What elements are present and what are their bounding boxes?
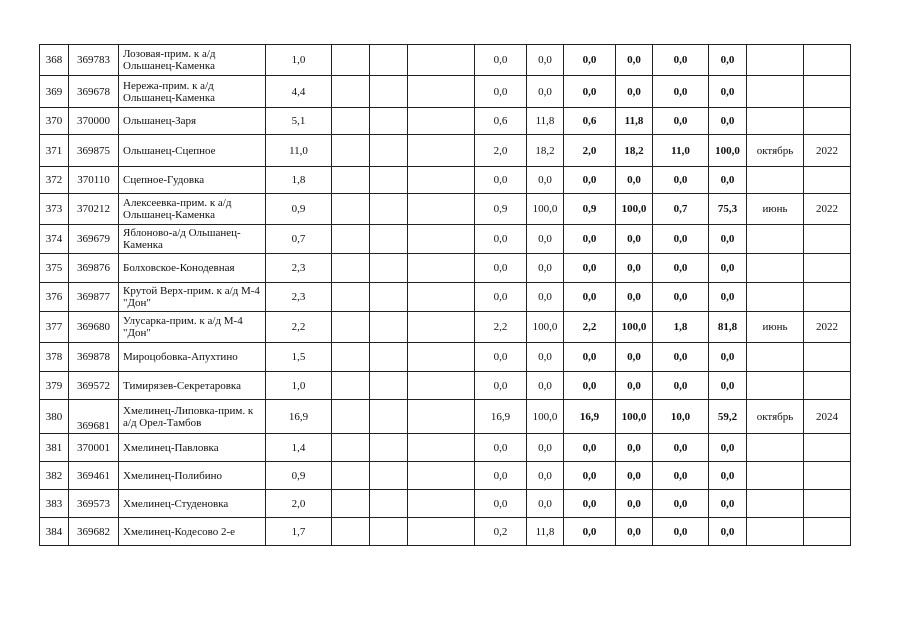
value-c6: 0,0 <box>709 490 747 518</box>
row-number: 379 <box>40 372 69 400</box>
value-c4: 0,0 <box>616 76 653 108</box>
road-length: 16,9 <box>266 400 332 434</box>
value-c5: 0,0 <box>653 167 709 194</box>
road-code: 369461 <box>69 462 119 490</box>
value-c1: 0,0 <box>475 283 527 312</box>
month-cell <box>747 343 804 372</box>
empty-cell <box>332 372 370 400</box>
empty-cell <box>332 225 370 254</box>
value-c5: 10,0 <box>653 400 709 434</box>
road-length: 4,4 <box>266 76 332 108</box>
empty-cell <box>370 225 408 254</box>
road-name: Яблоново-а/д Ольшанец-Каменка <box>119 225 266 254</box>
value-c2: 11,8 <box>527 518 564 546</box>
road-length: 2,2 <box>266 312 332 343</box>
value-c4: 100,0 <box>616 312 653 343</box>
year-cell <box>804 518 851 546</box>
empty-cell <box>332 518 370 546</box>
month-cell <box>747 518 804 546</box>
road-name: Сцепное-Гудовка <box>119 167 266 194</box>
road-length: 1,4 <box>266 434 332 462</box>
road-code: 369678 <box>69 76 119 108</box>
empty-cell <box>370 194 408 225</box>
value-c6: 59,2 <box>709 400 747 434</box>
value-c6: 100,0 <box>709 135 747 167</box>
road-length: 1,5 <box>266 343 332 372</box>
value-c3: 0,9 <box>564 194 616 225</box>
value-c4: 0,0 <box>616 283 653 312</box>
year-cell <box>804 225 851 254</box>
year-cell <box>804 343 851 372</box>
row-number: 373 <box>40 194 69 225</box>
value-c4: 0,0 <box>616 462 653 490</box>
empty-cell <box>332 76 370 108</box>
table-row <box>40 372 851 400</box>
empty-cell <box>370 518 408 546</box>
year-cell: 2022 <box>804 194 851 225</box>
empty-cell <box>408 400 475 434</box>
value-c2: 100,0 <box>527 312 564 343</box>
value-c3: 2,0 <box>564 135 616 167</box>
empty-cell <box>370 167 408 194</box>
value-c2: 0,0 <box>527 343 564 372</box>
value-c1: 0,0 <box>475 462 527 490</box>
road-code: 370110 <box>69 167 119 194</box>
empty-cell <box>370 108 408 135</box>
empty-cell <box>408 312 475 343</box>
value-c2: 100,0 <box>527 194 564 225</box>
empty-cell <box>332 254 370 283</box>
empty-cell <box>332 343 370 372</box>
value-c6: 81,8 <box>709 312 747 343</box>
year-cell <box>804 434 851 462</box>
empty-cell <box>408 283 475 312</box>
value-c5: 0,0 <box>653 372 709 400</box>
empty-cell <box>370 76 408 108</box>
value-c6: 0,0 <box>709 254 747 283</box>
value-c2: 0,0 <box>527 45 564 76</box>
value-c2: 0,0 <box>527 490 564 518</box>
table-row <box>40 490 851 518</box>
value-c1: 16,9 <box>475 400 527 434</box>
value-c4: 0,0 <box>616 372 653 400</box>
year-cell <box>804 283 851 312</box>
month-cell: октябрь <box>747 400 804 434</box>
empty-cell <box>332 194 370 225</box>
road-name: Болховское-Конодевная <box>119 254 266 283</box>
value-c2: 0,0 <box>527 372 564 400</box>
value-c4: 0,0 <box>616 490 653 518</box>
value-c2: 0,0 <box>527 167 564 194</box>
year-cell: 2022 <box>804 135 851 167</box>
empty-cell <box>408 254 475 283</box>
empty-cell <box>332 45 370 76</box>
value-c6: 0,0 <box>709 343 747 372</box>
value-c4: 100,0 <box>616 400 653 434</box>
value-c5: 1,8 <box>653 312 709 343</box>
year-cell <box>804 76 851 108</box>
row-number: 374 <box>40 225 69 254</box>
value-c4: 0,0 <box>616 167 653 194</box>
value-c3: 0,0 <box>564 45 616 76</box>
road-name: Алексеевка-прим. к а/д Ольшанец-Каменка <box>119 194 266 225</box>
value-c4: 100,0 <box>616 194 653 225</box>
empty-cell <box>408 194 475 225</box>
value-c6: 0,0 <box>709 167 747 194</box>
table-row <box>40 225 851 254</box>
road-name: Нережа-прим. к а/д Ольшанец-Каменка <box>119 76 266 108</box>
empty-cell <box>370 254 408 283</box>
empty-cell <box>370 312 408 343</box>
road-length: 11,0 <box>266 135 332 167</box>
value-c6: 0,0 <box>709 518 747 546</box>
row-number: 378 <box>40 343 69 372</box>
empty-cell <box>408 518 475 546</box>
value-c1: 2,2 <box>475 312 527 343</box>
table-body <box>40 45 851 546</box>
table-row <box>40 343 851 372</box>
value-c3: 0,6 <box>564 108 616 135</box>
empty-cell <box>370 45 408 76</box>
empty-cell <box>370 462 408 490</box>
value-c1: 0,0 <box>475 225 527 254</box>
road-code: 369783 <box>69 45 119 76</box>
empty-cell <box>332 462 370 490</box>
value-c6: 0,0 <box>709 372 747 400</box>
value-c4: 11,8 <box>616 108 653 135</box>
value-c6: 0,0 <box>709 434 747 462</box>
value-c3: 16,9 <box>564 400 616 434</box>
value-c2: 11,8 <box>527 108 564 135</box>
empty-cell <box>370 372 408 400</box>
road-code: 369681 <box>69 400 119 434</box>
table-row <box>40 167 851 194</box>
empty-cell <box>370 343 408 372</box>
value-c2: 18,2 <box>527 135 564 167</box>
value-c1: 0,9 <box>475 194 527 225</box>
value-c5: 0,0 <box>653 462 709 490</box>
value-c5: 0,0 <box>653 343 709 372</box>
month-cell <box>747 490 804 518</box>
value-c1: 0,0 <box>475 343 527 372</box>
road-code: 369875 <box>69 135 119 167</box>
value-c3: 0,0 <box>564 462 616 490</box>
road-name: Ольшанец-Сцепное <box>119 135 266 167</box>
value-c2: 0,0 <box>527 76 564 108</box>
empty-cell <box>370 400 408 434</box>
month-cell: июнь <box>747 312 804 343</box>
road-code: 369679 <box>69 225 119 254</box>
value-c3: 2,2 <box>564 312 616 343</box>
road-length: 1,0 <box>266 372 332 400</box>
row-number: 369 <box>40 76 69 108</box>
row-number: 370 <box>40 108 69 135</box>
empty-cell <box>408 462 475 490</box>
value-c1: 0,0 <box>475 76 527 108</box>
road-length: 2,3 <box>266 283 332 312</box>
year-cell <box>804 490 851 518</box>
value-c2: 0,0 <box>527 434 564 462</box>
value-c4: 0,0 <box>616 45 653 76</box>
empty-cell <box>370 490 408 518</box>
empty-cell <box>332 283 370 312</box>
empty-cell <box>370 135 408 167</box>
month-cell <box>747 45 804 76</box>
empty-cell <box>408 108 475 135</box>
value-c5: 0,0 <box>653 254 709 283</box>
value-c3: 0,0 <box>564 225 616 254</box>
value-c2: 0,0 <box>527 254 564 283</box>
year-cell: 2024 <box>804 400 851 434</box>
road-length: 1,7 <box>266 518 332 546</box>
empty-cell <box>332 312 370 343</box>
road-code: 370001 <box>69 434 119 462</box>
empty-cell <box>332 400 370 434</box>
road-name: Хмелинец-Студеновка <box>119 490 266 518</box>
value-c3: 0,0 <box>564 283 616 312</box>
value-c4: 0,0 <box>616 254 653 283</box>
value-c5: 11,0 <box>653 135 709 167</box>
road-code: 369876 <box>69 254 119 283</box>
value-c2: 100,0 <box>527 400 564 434</box>
road-length: 0,9 <box>266 462 332 490</box>
table-row <box>40 462 851 490</box>
empty-cell <box>408 490 475 518</box>
value-c6: 0,0 <box>709 225 747 254</box>
value-c3: 0,0 <box>564 372 616 400</box>
road-name: Хмелинец-Липовка-прим. к а/д Орел-Тамбов <box>119 400 266 434</box>
value-c1: 0,0 <box>475 167 527 194</box>
empty-cell <box>408 343 475 372</box>
value-c2: 0,0 <box>527 283 564 312</box>
value-c5: 0,0 <box>653 434 709 462</box>
row-number: 382 <box>40 462 69 490</box>
value-c1: 0,0 <box>475 372 527 400</box>
road-length: 1,8 <box>266 167 332 194</box>
road-code: 369680 <box>69 312 119 343</box>
road-code: 369573 <box>69 490 119 518</box>
value-c3: 0,0 <box>564 343 616 372</box>
road-name: Крутой Верх-прим. к а/д М-4 "Дон" <box>119 283 266 312</box>
month-cell <box>747 167 804 194</box>
value-c2: 0,0 <box>527 462 564 490</box>
value-c4: 0,0 <box>616 225 653 254</box>
value-c4: 0,0 <box>616 518 653 546</box>
empty-cell <box>408 434 475 462</box>
road-name: Лозовая-прим. к а/д Ольшанец-Каменка <box>119 45 266 76</box>
road-name: Улусарка-прим. к а/д М-4 "Дон" <box>119 312 266 343</box>
row-number: 383 <box>40 490 69 518</box>
value-c4: 18,2 <box>616 135 653 167</box>
value-c5: 0,0 <box>653 518 709 546</box>
table-row <box>40 135 851 167</box>
row-number: 376 <box>40 283 69 312</box>
empty-cell <box>408 372 475 400</box>
month-cell: октябрь <box>747 135 804 167</box>
year-cell <box>804 45 851 76</box>
row-number: 381 <box>40 434 69 462</box>
road-code: 370212 <box>69 194 119 225</box>
value-c5: 0,0 <box>653 76 709 108</box>
road-code: 369572 <box>69 372 119 400</box>
value-c6: 0,0 <box>709 108 747 135</box>
value-c1: 0,0 <box>475 45 527 76</box>
row-number: 375 <box>40 254 69 283</box>
empty-cell <box>408 76 475 108</box>
road-code: 369682 <box>69 518 119 546</box>
month-cell <box>747 462 804 490</box>
road-length: 2,0 <box>266 490 332 518</box>
row-number: 372 <box>40 167 69 194</box>
table-row <box>40 312 851 343</box>
value-c1: 0,0 <box>475 434 527 462</box>
year-cell <box>804 108 851 135</box>
road-name: Мироцобовка-Апухтино <box>119 343 266 372</box>
year-cell: 2022 <box>804 312 851 343</box>
month-cell: июнь <box>747 194 804 225</box>
empty-cell <box>332 135 370 167</box>
row-number: 377 <box>40 312 69 343</box>
value-c3: 0,0 <box>564 518 616 546</box>
empty-cell <box>408 167 475 194</box>
month-cell <box>747 225 804 254</box>
empty-cell <box>408 135 475 167</box>
value-c6: 0,0 <box>709 76 747 108</box>
table-row <box>40 194 851 225</box>
road-code: 370000 <box>69 108 119 135</box>
value-c1: 0,2 <box>475 518 527 546</box>
table-row <box>40 283 851 312</box>
value-c2: 0,0 <box>527 225 564 254</box>
row-number: 380 <box>40 400 69 434</box>
year-cell <box>804 372 851 400</box>
table-row <box>40 45 851 76</box>
road-name: Хмелинец-Полибино <box>119 462 266 490</box>
year-cell <box>804 254 851 283</box>
empty-cell <box>332 108 370 135</box>
year-cell <box>804 167 851 194</box>
empty-cell <box>370 434 408 462</box>
value-c3: 0,0 <box>564 490 616 518</box>
row-number: 368 <box>40 45 69 76</box>
empty-cell <box>408 45 475 76</box>
month-cell <box>747 372 804 400</box>
table-row <box>40 400 851 434</box>
month-cell <box>747 283 804 312</box>
value-c6: 75,3 <box>709 194 747 225</box>
road-length: 0,7 <box>266 225 332 254</box>
table-row <box>40 108 851 135</box>
road-name: Ольшанец-Заря <box>119 108 266 135</box>
year-cell <box>804 462 851 490</box>
month-cell <box>747 254 804 283</box>
value-c5: 0,0 <box>653 108 709 135</box>
value-c1: 2,0 <box>475 135 527 167</box>
value-c5: 0,7 <box>653 194 709 225</box>
road-code: 369877 <box>69 283 119 312</box>
value-c4: 0,0 <box>616 343 653 372</box>
table-row <box>40 434 851 462</box>
value-c5: 0,0 <box>653 490 709 518</box>
road-name: Хмелинец-Павловка <box>119 434 266 462</box>
value-c3: 0,0 <box>564 434 616 462</box>
value-c1: 0,0 <box>475 490 527 518</box>
empty-cell <box>408 225 475 254</box>
road-code: 369878 <box>69 343 119 372</box>
value-c4: 0,0 <box>616 434 653 462</box>
table-row <box>40 518 851 546</box>
road-length: 5,1 <box>266 108 332 135</box>
value-c1: 0,6 <box>475 108 527 135</box>
value-c5: 0,0 <box>653 45 709 76</box>
value-c3: 0,0 <box>564 167 616 194</box>
value-c5: 0,0 <box>653 283 709 312</box>
value-c5: 0,0 <box>653 225 709 254</box>
value-c1: 0,0 <box>475 254 527 283</box>
month-cell <box>747 108 804 135</box>
month-cell <box>747 434 804 462</box>
road-data-table <box>39 44 851 546</box>
table-row <box>40 76 851 108</box>
road-name: Хмелинец-Кодесово 2-е <box>119 518 266 546</box>
value-c3: 0,0 <box>564 254 616 283</box>
table-row <box>40 254 851 283</box>
road-name: Тимирязев-Секретаровка <box>119 372 266 400</box>
value-c6: 0,0 <box>709 462 747 490</box>
value-c6: 0,0 <box>709 45 747 76</box>
road-length: 1,0 <box>266 45 332 76</box>
road-length: 0,9 <box>266 194 332 225</box>
value-c3: 0,0 <box>564 76 616 108</box>
month-cell <box>747 76 804 108</box>
row-number: 371 <box>40 135 69 167</box>
row-number: 384 <box>40 518 69 546</box>
empty-cell <box>332 167 370 194</box>
empty-cell <box>332 490 370 518</box>
empty-cell <box>370 283 408 312</box>
value-c6: 0,0 <box>709 283 747 312</box>
road-length: 2,3 <box>266 254 332 283</box>
empty-cell <box>332 434 370 462</box>
